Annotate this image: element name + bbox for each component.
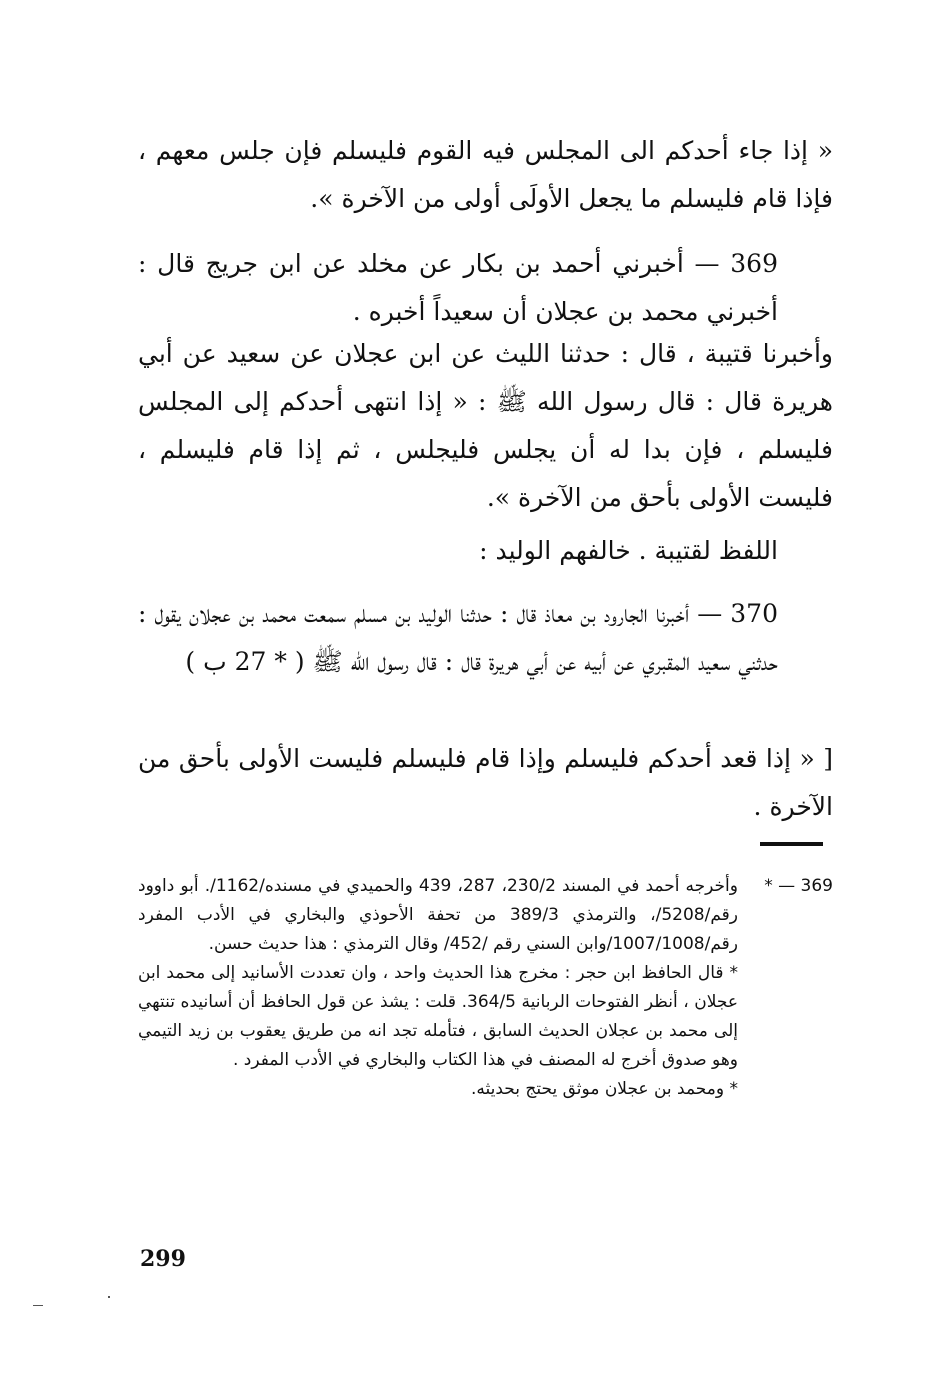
paragraph-369: 369 — أخبرني أحمد بن بكار عن مخلد عن ابن جريج قال : أخبرني محمد بن عجلان أن سعيداً أخبره .	[138, 249, 778, 326]
footnote-note-2: * ومحمد بن عجلان موثق يحتج بحديثه.	[471, 1079, 738, 1099]
footnote-369	[138, 872, 833, 959]
hadith-369-chain	[138, 240, 833, 336]
footnotes	[138, 872, 833, 1104]
footnote-text: وأخرجه أحمد في المسند 230/2، 287، 439 والحميدي في مسنده/1162/. أبو داوود رقم/5208/، والترمذي 389/3 من تحفة الأحوذي والبخاري في الأدب المفرد رقم/1007/1008/وابن السني رقم /452/ وقال الترمذي : هذا حديث حسن.	[138, 876, 739, 954]
footnote-divider	[760, 842, 823, 846]
paragraph-370-matn: [ « إذا قعد أحدكم فليسلم وإذا قام فليسلم فليست الأولى بأحق من الآخرة .	[138, 744, 833, 821]
body-text	[138, 127, 833, 223]
paragraph-369-qutayba: وأخبرنا قتيبة ، قال : حدثنا الليث عن ابن عجلان عن سعيد عن أبي هريرة قال : قال رسول الله ﷺ : « إذا انتهى أحدكم إلى المجلس فليسلم ، فإن بدا له أن يجلس فليجلس ، ثم إذا قام فليسلم ، فليست الأولى بأحق من الآخرة ».	[138, 339, 833, 512]
paragraph-hadith-text: « إذا جاء أحدكم الى المجلس فيه القوم فليسلم فإن جلس معهم ، فإذا قام فليسلم ما يجعل الأولَى أولى من الآخرة ».	[138, 136, 833, 213]
scan-mark	[108, 1296, 110, 1298]
wording-note	[138, 527, 833, 575]
paragraph-370: 370 — أخبرنا الجارود بن معاذ قال : حدثنا الوليد بن مسلم سمعت محمد بن عجلان يقول : حدثني سعيد المقبري عن أبيه عن أبي هريرة قال : قال رسول الله ﷺ ( * 27 ب )	[138, 599, 778, 676]
hadith-369-second-chain	[138, 330, 833, 522]
paragraph-wording: اللفظ لقتيبة . خالفهم الوليد :	[479, 536, 778, 565]
footnote-number: 369 — *	[764, 876, 833, 896]
hadith-370-chain	[138, 590, 833, 686]
hadith-370-text	[138, 735, 833, 831]
footnote-note-1: * قال الحافظ ابن حجر : مخرج هذا الحديث واحد ، وان تعددت الأسانيد إلى محمد ابن عجلان ، أنظر الفتوحات الربانية 364/5. قلت : يشذ عن قول الحافظ أن أسانيده تنتهي إلى محمد بن عجلان الحديث السابق ، فتأمله تجد انه من طريق يعقوب بن زيد التيمي وهو صدوق أخرج له المصنف في هذا الكتاب والبخاري في الأدب المفرد .	[138, 963, 738, 1070]
page-number: 299	[140, 1246, 186, 1272]
scan-mark	[33, 1305, 43, 1306]
